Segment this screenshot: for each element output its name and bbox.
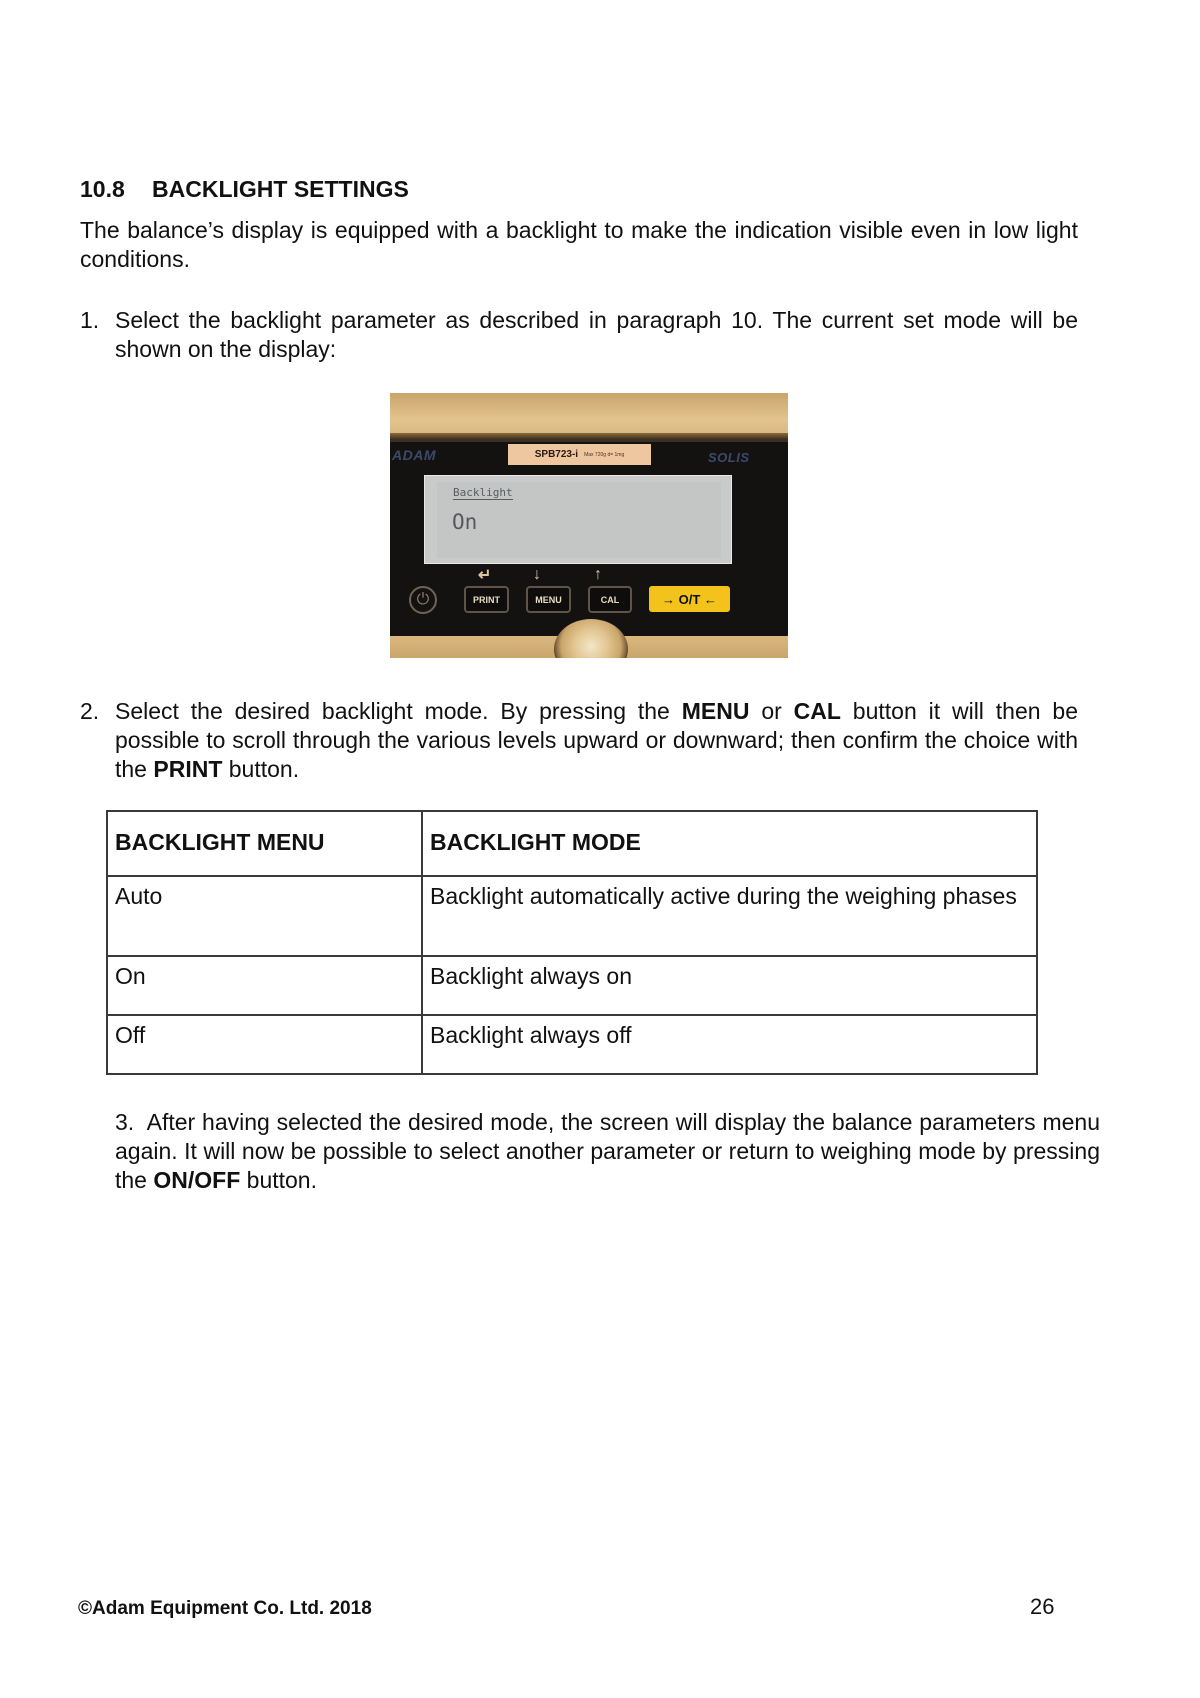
step-1 xyxy=(80,306,1078,364)
tare-key: → O/T ← xyxy=(649,586,730,612)
table-header-row xyxy=(107,811,1037,876)
mode-cell: Backlight automatically active during the weighing phases xyxy=(422,876,1037,956)
cal-key: CAL xyxy=(588,586,632,613)
section-title: BACKLIGHT SETTINGS xyxy=(152,176,409,202)
menu-key-ref: MENU xyxy=(681,698,750,724)
text-run: button. xyxy=(222,756,300,782)
model-spec: Max 720g d= 1mg xyxy=(584,451,625,458)
up-arrow-icon: ↑ xyxy=(594,566,602,583)
section-number: 10.8 xyxy=(80,176,125,202)
backlight-modes-table xyxy=(106,810,1038,1075)
step-3 xyxy=(115,1108,1100,1195)
mode-cell: Backlight always off xyxy=(422,1015,1037,1074)
menu-cell: On xyxy=(107,956,422,1015)
power-button-icon: ⏻ xyxy=(409,586,437,614)
lcd-title: Backlight xyxy=(453,486,513,499)
text-run: button. xyxy=(240,1167,317,1193)
menu-key: MENU xyxy=(526,586,571,613)
onoff-key-ref: ON/OFF xyxy=(153,1167,241,1193)
table-row xyxy=(107,876,1037,956)
print-key: PRINT xyxy=(464,586,509,613)
lcd-screen xyxy=(424,475,732,564)
model-plate xyxy=(508,444,651,465)
column-header-mode: BACKLIGHT MODE xyxy=(422,811,1037,876)
menu-cell: Auto xyxy=(107,876,422,956)
lcd-value: On xyxy=(452,510,478,534)
column-header-menu: BACKLIGHT MENU xyxy=(107,811,422,876)
step-text: Select the backlight parameter as described in paragraph 10. The current set mode will be shown on the display: xyxy=(115,307,1078,362)
section-heading xyxy=(80,176,409,202)
step-marker: 3. xyxy=(115,1109,135,1135)
table-row xyxy=(107,956,1037,1015)
step-2 xyxy=(80,697,1078,784)
page-number: 26 xyxy=(1030,1594,1055,1619)
solis-logo: SOLIS xyxy=(708,450,750,465)
balance-display-photo xyxy=(390,393,788,658)
text-run: or xyxy=(749,698,794,724)
down-arrow-icon: ↓ xyxy=(533,566,541,583)
text-run: button it will then be possible to scroll through the various levels upward or downward; then confirm the choice with the xyxy=(115,698,1078,782)
table-row xyxy=(107,1015,1037,1074)
footer-copyright: ©Adam Equipment Co. Ltd. 2018 xyxy=(78,1598,372,1619)
adam-logo: ADAM xyxy=(392,447,436,463)
model-name: SPB723-i xyxy=(534,449,579,460)
cal-key-ref: CAL xyxy=(793,698,841,724)
step-text xyxy=(115,697,1078,784)
intro-paragraph: The balance’s display is equipped with a backlight to make the indication visible even in low light conditions. xyxy=(80,217,1078,272)
print-key-ref: PRINT xyxy=(153,756,223,782)
text-run: Select the desired backlight mode. By pressing the xyxy=(115,698,682,724)
mode-cell: Backlight always on xyxy=(422,956,1037,1015)
menu-cell: Off xyxy=(107,1015,422,1074)
step-marker: 2. xyxy=(80,698,100,724)
text-run: After having selected the desired mode, the screen will display the balance parameters menu again. It will now be possible to select another parameter or return to weighing mode by pressing the xyxy=(115,1109,1100,1193)
enter-arrow-icon: ↵ xyxy=(478,567,492,584)
step-marker: 1. xyxy=(80,307,100,333)
